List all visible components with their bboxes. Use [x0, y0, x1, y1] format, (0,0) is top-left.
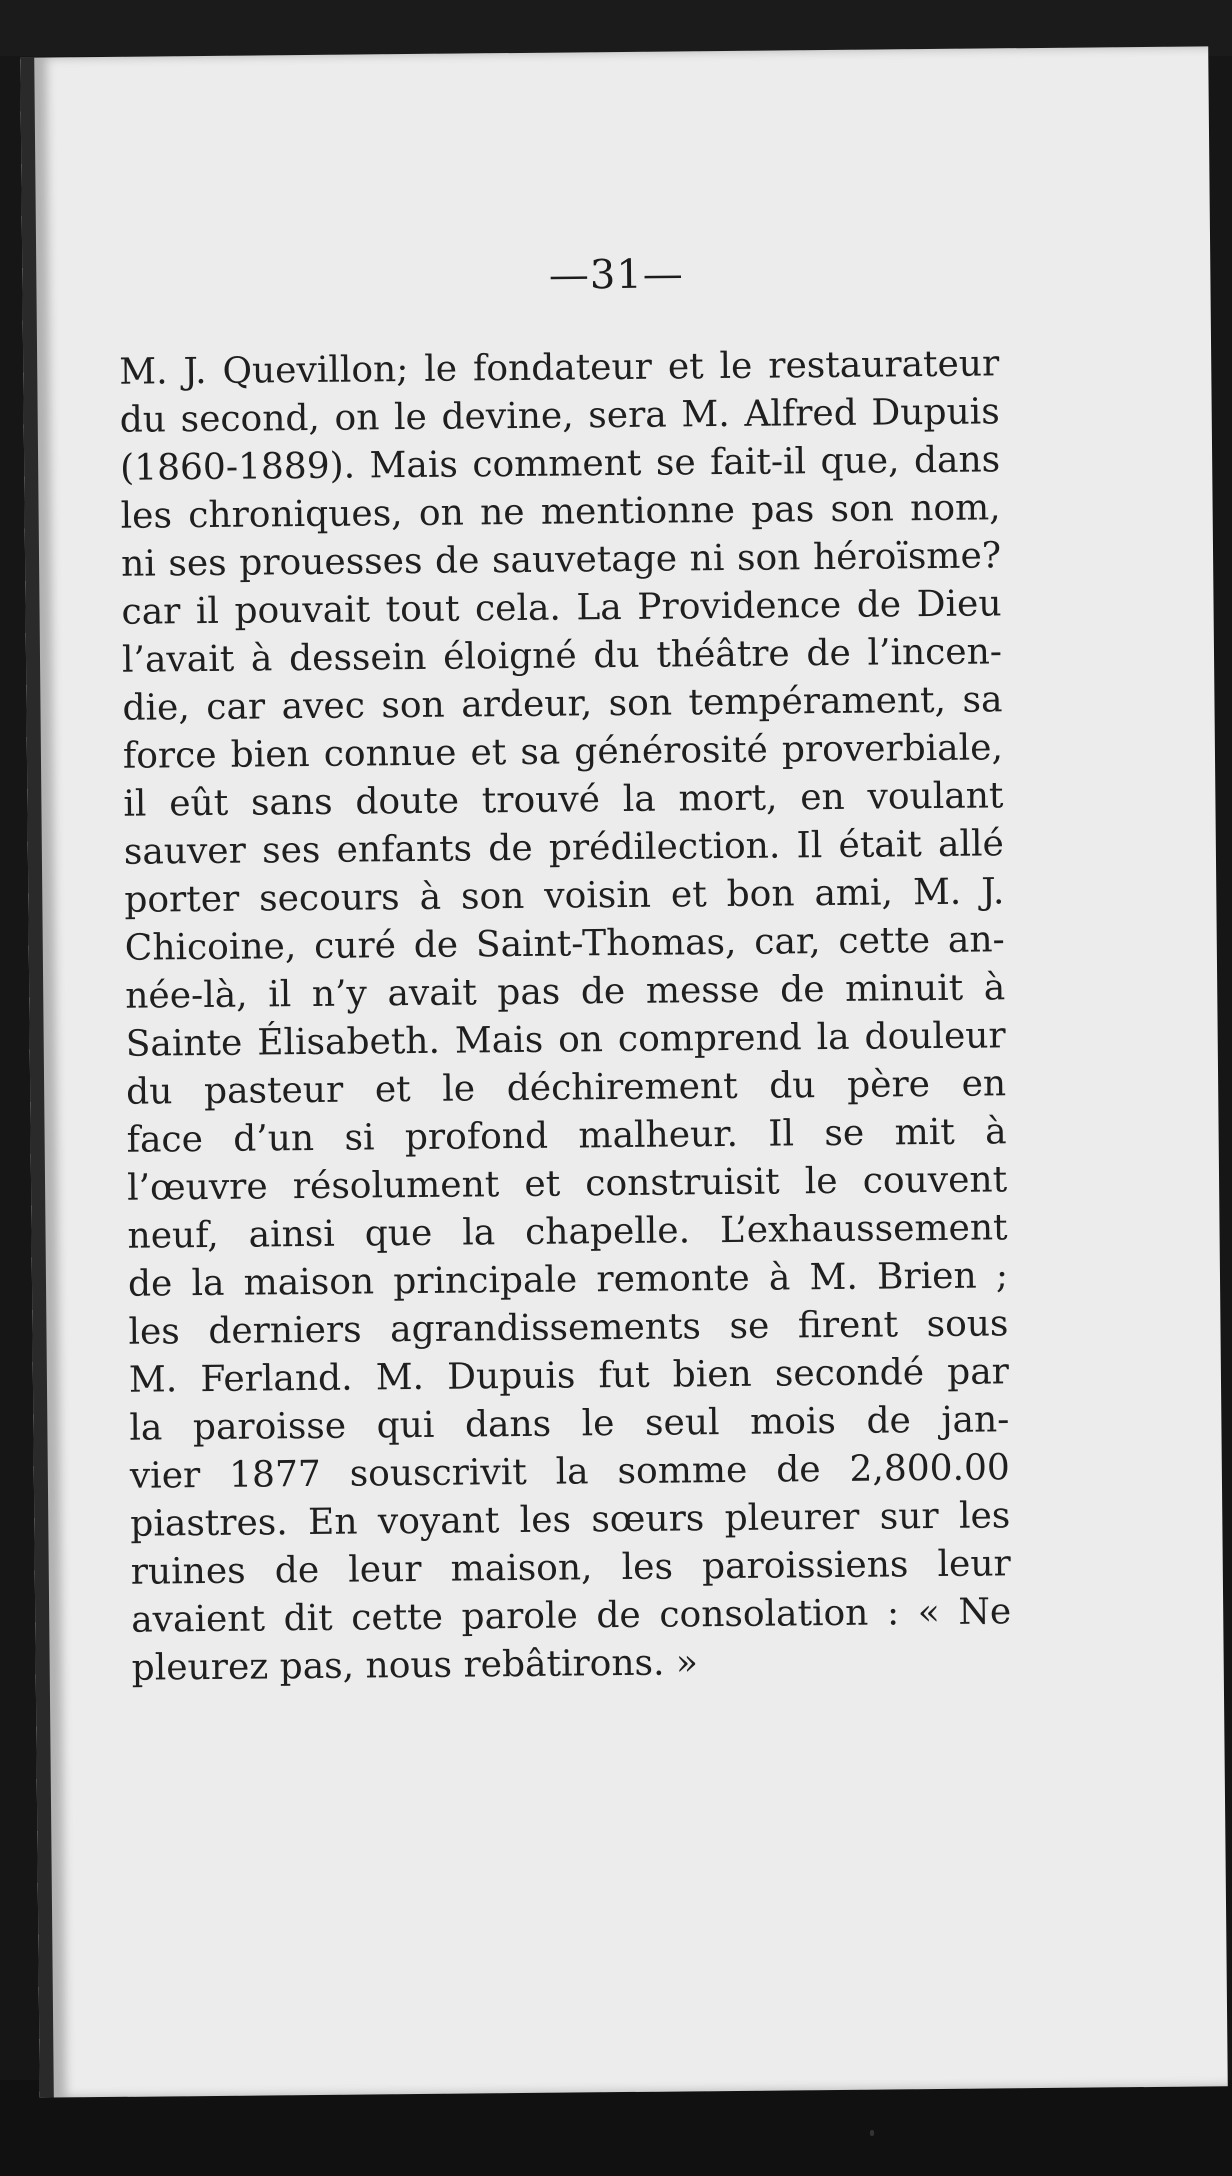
text-line: du pasteur et le déchirement du père en: [125, 1063, 1007, 1113]
page-number: —31—: [548, 251, 685, 299]
text-line: Chicoine, curé de Saint-Thomas, car, cette an-: [124, 919, 1005, 969]
text-line: née-là, il n’y avait pas de messe de minuit à: [125, 967, 1006, 1017]
text-line: (1860-1889). Mais comment se fait-il que, dans: [119, 439, 1001, 489]
text-line: piastres. En voyant les sœurs pleurer sur les: [130, 1495, 1011, 1545]
text-line: l’avait à dessein éloigné du théâtre de l’incen-: [121, 631, 1003, 681]
text-line: car il pouvait tout cela. La Providence de Dieu: [121, 583, 1002, 633]
text-line: l’œuvre résolument et construisit le couvent: [126, 1159, 1008, 1209]
text-line: vier 1877 souscrivit la somme de 2,800.00: [129, 1447, 1011, 1497]
body-text: [119, 340, 1012, 1692]
text-line: il eût sans doute trouvé la mort, en voulant: [123, 775, 1004, 825]
text-line: M. Ferland. M. Dupuis fut bien secondé par: [128, 1351, 1010, 1401]
text-line: die, car avec son ardeur, son tempérament, sa: [122, 679, 1003, 729]
text-line: face d’un si profond malheur. Il se mit à: [126, 1111, 1007, 1161]
text-line: la paroisse qui dans le seul mois de jan-: [129, 1399, 1010, 1449]
text-line: les derniers agrandissements se firent sous: [128, 1303, 1009, 1353]
text-line: avaient dit cette parole de consolation : « Ne: [131, 1591, 1012, 1641]
text-line: M. J. Quevillon; le fondateur et le restaurateur: [119, 343, 1000, 393]
text-line-last: pleurez pas, nous rebâtirons. »: [131, 1642, 699, 1689]
text-line: du second, on le devine, sera M. Alfred Dupuis: [119, 391, 1000, 441]
text-line: porter secours à son voisin et bon ami, M. J.: [124, 871, 1005, 921]
text-line: neuf, ainsi que la chapelle. L’exhaussement: [127, 1207, 1008, 1257]
book-page: [20, 46, 1228, 2097]
text-line: Sainte Élisabeth. Mais on comprend la douleur: [125, 1015, 1006, 1065]
text-line: ni ses prouesses de sauvetage ni son héroïsme?: [120, 535, 1002, 585]
text-line: ruines de leur maison, les paroissiens leur: [130, 1543, 1011, 1593]
text-line: les chroniques, on ne mentionne pas son nom,: [120, 487, 1001, 537]
scan-speck: [870, 2130, 874, 2136]
text-line: sauver ses enfants de prédilection. Il était allé: [123, 823, 1005, 873]
text-line: force bien connue et sa générosité proverbiale,: [122, 727, 1004, 777]
text-line: de la maison principale remonte à M. Brien ;: [127, 1255, 1009, 1305]
